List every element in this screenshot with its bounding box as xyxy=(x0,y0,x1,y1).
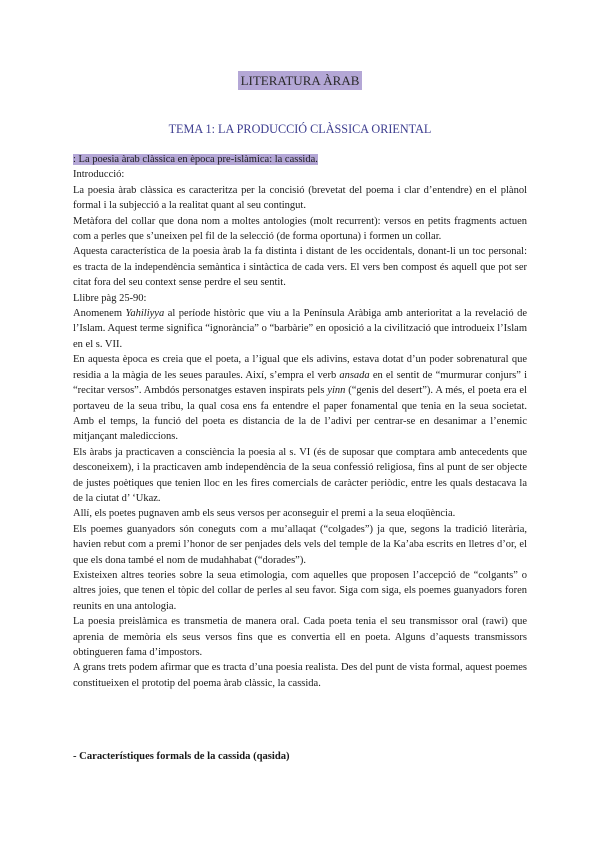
document-title: LITERATURA ÀRAB xyxy=(238,71,363,90)
p6-text-a: En aquesta època es creia que el poeta, a l’igual que els adivins, estava dotat d’un poder sobrenatural que residia a la màgia de les seues paraules. Així, s’empra el verb xyxy=(73,354,527,381)
section-heading-2: - Característiques formals de la cassida (qasida) xyxy=(73,751,290,762)
paragraph-2: Metàfora del collar que dona nom a moltes antologies (molt recurrent): versos en petits fragments actuen com a perles que s’uneixen pel fil de la selecció (de forma oportuna) i formen un collar. xyxy=(73,215,527,243)
paragraph-11: La poesia preislàmica es transmetia de manera oral. Cada poeta tenia el seu transmissor oral (rawi) que aprenia de memòria els seus versos fins que es convertia ell en poeta. Alguns d’aquests transmissors obtingueren fama d’impostors. xyxy=(73,616,527,658)
intro-label: Introducció: xyxy=(73,169,125,181)
paragraph-9: Els poemes guanyadors són coneguts com a mu’allaqat (“colgades”) ja que, segons la tradició literària, havien rebut com a premi l’honor de ser penjades dels vels del temple de la Ka’aba escrits en lletres d’or, el que els dona també el nom de mudahhabat (“dorades”). xyxy=(73,523,527,566)
p6-text-b: en el sentit de “murmurar conjurs” i “recitar versos”. Ambdós personatges estaven inspirats pels xyxy=(73,369,527,397)
paragraph-10: Existeixen altres teories sobre la seua etimologia, com aquelles que proposen l’accepció de “colgants” o altres joies, que tenen el tòpic del collar de perles al seu favor. Siga com siga, els poemes guanyadors foren reunits en una antologia. xyxy=(73,569,527,612)
paragraph-4: Llibre pàg 25-90: xyxy=(73,292,147,304)
paragraph-5 xyxy=(73,306,527,352)
p6-term-1: ansada xyxy=(339,369,370,381)
p5-term: Yahiliyya xyxy=(125,308,165,320)
p5-text-a: Anomenem xyxy=(73,308,126,320)
section-label-highlight: : La poesia àrab clàssica en època pre-islàmica: la cassida. xyxy=(73,154,318,165)
paragraph-7: Els àrabs ja practicaven a consciència la poesia al s. VI (és de suposar que comptara amb antecedents que desconeixem), i la practicaven amb independència de la seua confessió religiosa, fins al punt de ser objecte de justes poètiques que tenien lloc en les fires comercials de caràcter periòdic, entre les quals destacava la de la ciutat d’ ‘Ukaz. xyxy=(73,446,527,504)
document-subtitle: TEMA 1: LA PRODUCCIÓ CLÀSSICA ORIENTAL xyxy=(168,122,432,136)
paragraph-12: A grans trets podem afirmar que es tracta d’una poesia realista. Des del punt de vista formal, aquest poemes constitueixen el prototip del poema àrab clàssic, la cassida. xyxy=(73,662,527,689)
paragraph-8: Allí, els poetes pugnaven amb els seus versos per aconseguir el premi a la seua eloqüència. xyxy=(73,508,456,520)
section-label xyxy=(73,152,527,167)
paragraph-6 xyxy=(73,352,527,444)
document-body xyxy=(73,152,527,691)
title-container xyxy=(0,71,600,90)
paragraph-3: Aquesta característica de la poesia àrab la fa distinta i distant de les occidentals, donant-li un toc personal: es tracta de la independència semàntica i sintàctica de cada vers. El vers ben compost és aquell que pot ser citat fora del seu context sense perdre el seu sentit. xyxy=(73,246,527,289)
p6-term-2: yinn xyxy=(327,385,346,397)
paragraph-1: La poesia àrab clàssica es caracteritza per la concisió (brevetat del poema i clar d’entendre) en el plànol formal i la subjecció a la realitat quant al seu contingut. xyxy=(73,184,527,212)
p5-text-b: al període històric que viu a la Península Aràbiga amb anterioritat a la revelació de l’Islam. Aquest terme significa “ignorància” o “barbàrie” en oposició a la civilització que introdueix l’Islam en el s. VII. xyxy=(73,308,527,350)
p6-text-c: (“genis del desert”). A més, el poeta era el portaveu de la seua tribu, la qual cosa ens fa entendre el paper fonamental que tenia en la seua societat. Amb el temps, la funció del poeta es distancia de la de l’adivi per centrar-se en desanimar a l’enemic mitjançant malediccions. xyxy=(73,385,527,443)
